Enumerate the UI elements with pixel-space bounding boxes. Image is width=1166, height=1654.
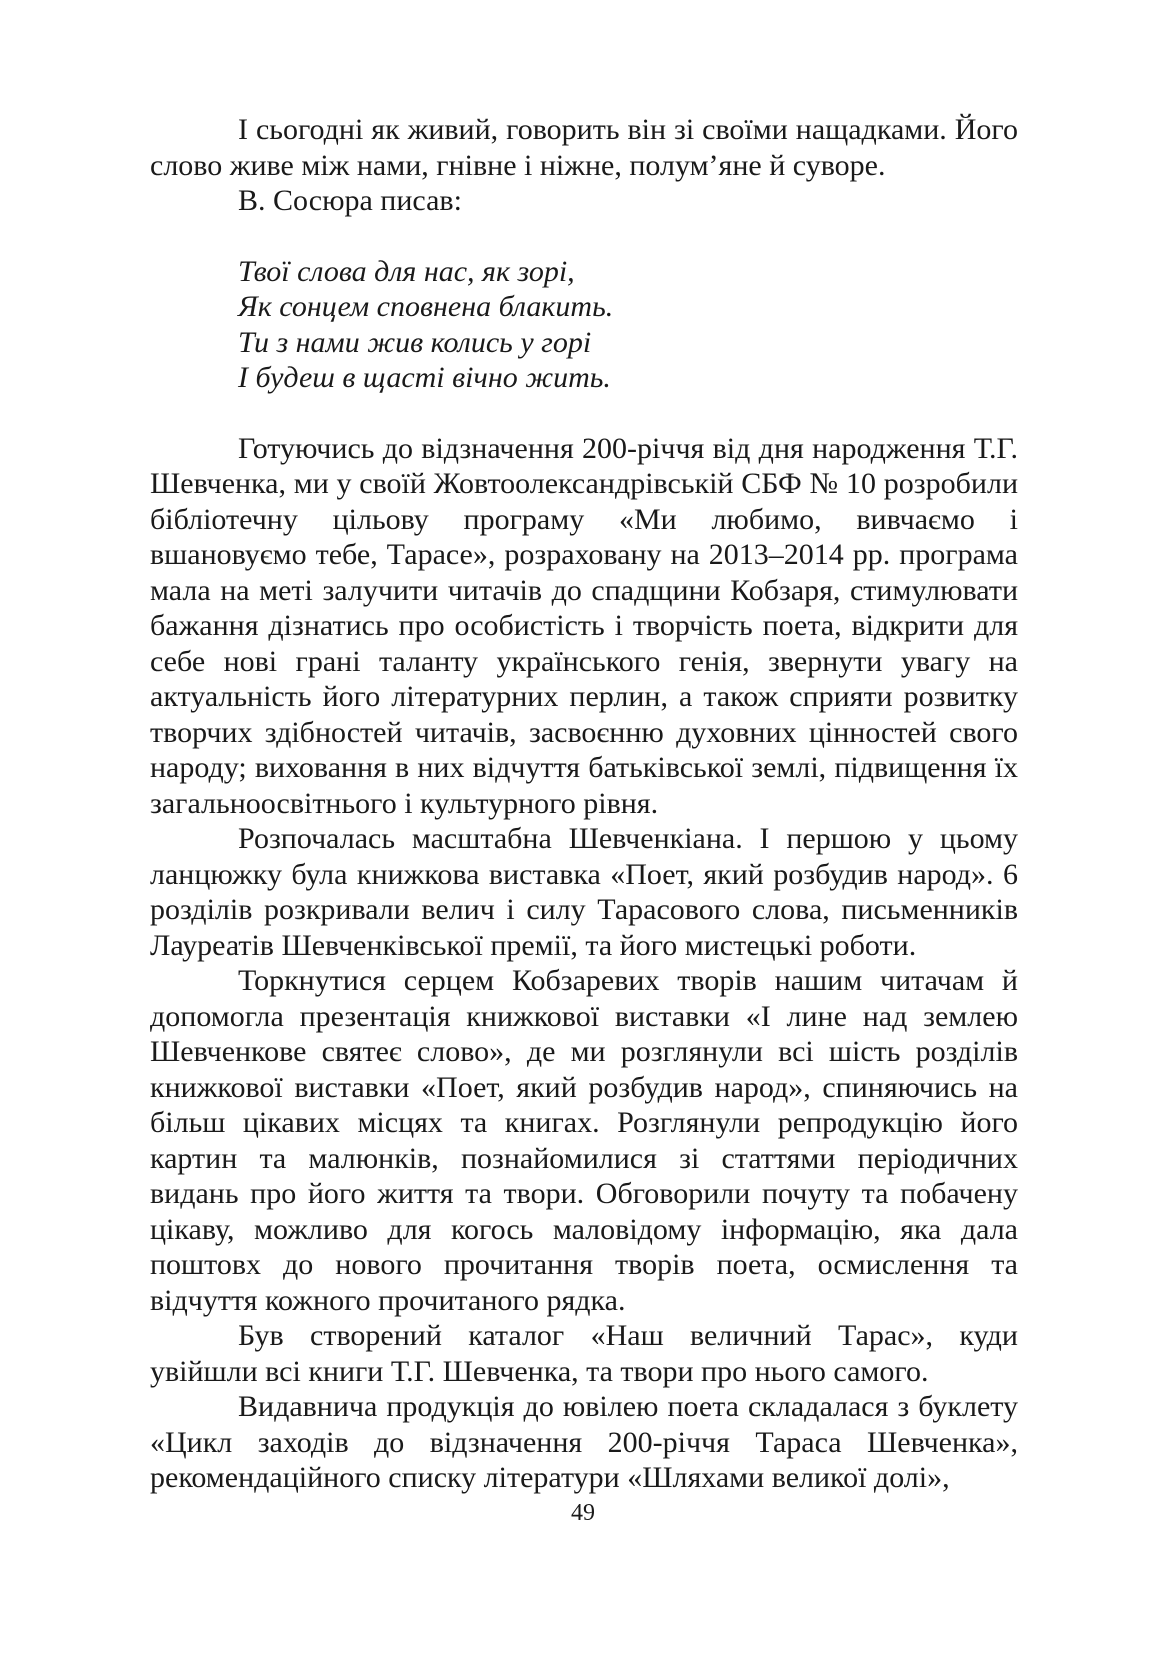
paragraph-presentation: Торкнутися серцем Кобзаревих творів нашим читачам й допомогла презентація книжкової виставки «І лине над землею Шевченкове святеє слово», де ми розглянули всі шість розділів книжкової виставки «Поет, який розбудив народ», спиняючись на більш цікавих місцях та книгах. Розглянули репродукцію його картин та малюнків, познайомилися зі статтями періодичних видань про його життя та твори. Обговорили почуту та побачену цікаву, можливо для когось маловідому інформацію, яка дала поштовх до нового прочитання творів поета, осмислення та відчуття кожного прочитаного рядка. [150, 964, 1018, 1317]
poem-attribution: В. Сосюра писав: [238, 184, 462, 217]
paragraph-program: Готуючись до відзначення 200-річчя від дня народження Т.Г. Шевченка, ми у своїй Жовтоолександрівській СБФ № 10 розробили бібліотечну цільову програму «Ми любимо, вивчаємо і вшановуємо тебе, Тарасе», розраховану на 2013–2014 рр. програма мала на меті залучити читачів до спадщини Кобзаря, стимулювати бажання дізнатись про особистість і творчість поета, відкрити для себе нові грані таланту українського генія, звернути увагу на актуальність його літературних перлин, а також сприяти розвитку творчих здібностей читачів, засвоєнню духовних цінностей свого народу; виховання в них відчуття батьківської землі, підвищення їх загальноосвітнього і культурного рівня. [150, 431, 1018, 820]
poem-line: І будеш в щасті вічно жить. [238, 361, 611, 394]
paragraph-exhibition: Розпочалась масштабна Шевченкіана. І першою у цьому ланцюжку була книжкова виставка «Поет, який розбудив народ». 6 розділів розкривали велич і силу Тарасового слова, письменників Лауреатів Шевченківської премії, та його мистецькі роботи. [150, 822, 1018, 962]
poem-line: Як сонцем сповнена блакить. [238, 290, 614, 323]
paragraph-intro: І сьогодні як живий, говорить він зі своїми нащадками. Його слово живе між нами, гнівне і ніжне, полум’яне й суворе. [150, 113, 1018, 182]
paragraph-publications: Видавнича продукція до ювілею поета складалася з буклету «Цикл заходів до відзначення 200-річчя Тараса Шевченка», рекомендаційного списку літератури «Шляхами великої долі», [150, 1390, 1018, 1494]
page-number: 49 [571, 1500, 595, 1526]
poem-line: Ти з нами жив колись у горі [238, 325, 592, 359]
poem-stanza [238, 254, 1018, 396]
poem-line: Твої слова для нас, як зорі, [238, 254, 575, 288]
document-page [150, 112, 1018, 1496]
paragraph-catalog: Був створений каталог «Наш величний Тарас», куди увійшли всі книги Т.Г. Шевченка, та твори про нього самого. [150, 1319, 1018, 1388]
